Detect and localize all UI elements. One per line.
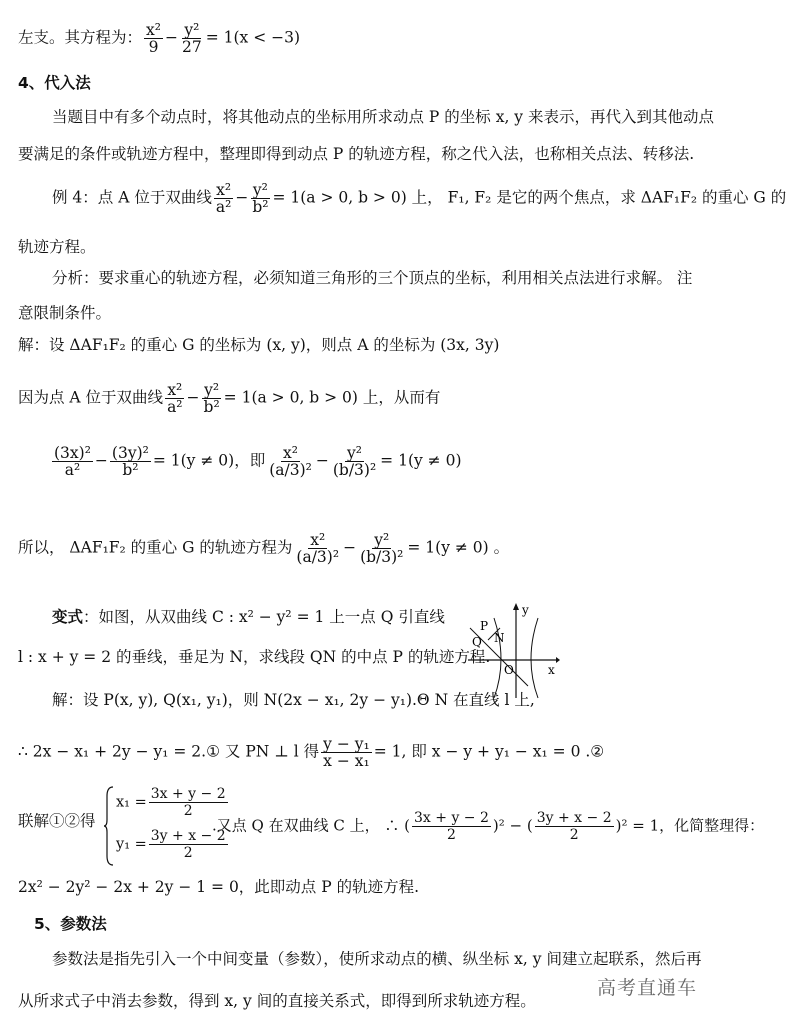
numerator: y − y₁ [323,735,370,753]
denominator: b² [203,398,220,416]
paragraph-line: 轨迹方程。 [18,238,96,256]
watermark-text: 高考直通车 [597,977,698,999]
left-brace [104,786,114,866]
variant-label: 变式 [52,608,84,626]
equation-line: $\frac{\text{(3x)²}}{\text{a²}}$ − $\frac{\text{(3y)²}}{\text{b²}}$ = 1(y ≠ 0)，即 $\frac{\text{x²}}{\text{(a/3)²}}$ − $\frac{\text{y²}}{\text{(b/3)²}}$ = 1(y ≠ 0) [54,444,462,479]
y-axis-arrow [513,603,519,610]
text: )² = 1，化简整理得： [615,816,765,835]
fraction [250,182,270,215]
joint-solution-line [212,810,764,843]
denominator: b² [252,198,269,216]
numerator: y² [204,381,220,399]
numerator: x² [146,21,161,39]
variant-line: l : x + y = 2 的垂线，垂足为 N，求线段 QN 的中点 P 的轨迹方程. [18,648,491,666]
text: = 1(y ≠ 0) [380,451,462,470]
label-q: Q [472,635,482,649]
denominator: (b/3)² [332,461,377,479]
hyperbola-right-branch [531,618,538,698]
text: = 1(x < −3) [205,28,301,47]
text: )² − ( [492,816,533,835]
denominator: 27 [181,38,202,56]
analysis-line: 分析：要求重心的轨迹方程，必须知道三角形的三个顶点的坐标，利用相关点法进行求解。 注 [52,269,693,287]
denominator: 2 [183,803,193,819]
paragraph-line: 当题目中有多个动点时，将其他动点的坐标用所求动点 P 的坐标 x, y 来表示，再代入到其他动点 [52,108,714,126]
denominator: 9 [148,38,159,56]
numerator: (3x)² [54,444,91,462]
text: ：如图，从双曲线 C : x² − y² = 1 上一点 Q 引直线 [83,608,445,626]
numerator: (3y)² [111,444,149,462]
denominator: a² [215,198,232,216]
numerator: y² [347,444,362,462]
denominator: (a/3)² [269,461,312,479]
denominator: b² [122,461,139,479]
numerator: y² [252,181,268,199]
variant-solution-line [18,736,604,769]
numerator: x² [310,531,326,549]
equation-system [104,786,226,866]
text: = 1(a > 0, b > 0) 上， F₁, F₂ 是它的两个焦点，求 ΔAF₁F₂ 的重心 G 的 [272,188,786,207]
denominator: (b/3)² [360,548,404,566]
fraction [214,182,233,215]
text: y₁ = [116,836,147,853]
solution-line: 解：设 ΔAF₁F₂ 的重心 G 的坐标为 (x, y)，则点 A 的坐标为 (3x, 3y) [18,336,500,354]
label-x: x [548,663,555,677]
denominator: 2 [447,827,456,843]
denominator: (a/3)² [296,548,340,566]
numerator: 3x + y − 2 [414,810,489,826]
paragraph-line: 参数法是指先引入一个中间变量（参数），使所求动点的横、纵坐标 x, y 间建立起联系，然后再 [52,950,702,968]
fraction [358,532,405,565]
example-4-line: 例 4：点 A 位于双曲线 $\frac{\text{x²}}{\text{a²}}$ − $\frac{\text{y²}}{\text{b²}}$ = 1(a > 0, b > 0) 上， F₁, F₂ 是它的两个焦点，求 ΔAF₁F₂ 的重心 G 的 [52,181,786,216]
solution-line: 因为点 A 位于双曲线 $\frac{\text{x²}}{\text{a²}}$ − $\frac{\text{y²}}{\text{b²}}$ = 1(a > 0, b > 0) 上，从而有 [18,381,441,416]
fraction [165,382,184,415]
fraction [331,445,378,478]
fraction [294,532,341,565]
fraction [52,445,93,478]
denominator: x − x₁ [323,752,370,770]
x-axis-arrow [556,657,560,663]
label-y: y [522,603,529,617]
text: 因为点 A 位于双曲线 [18,388,164,407]
section-heading-4: 4、代入法 [18,74,91,92]
text: 所以， ΔAF₁F₂ 的重心 G 的轨迹方程为 [18,538,293,557]
fraction [202,382,222,415]
text: .又点 Q 在双曲线 C 上， ∴ ( [212,816,411,835]
denominator: a² [167,398,183,416]
text: = 1, 即 x − y + y₁ − x₁ = 0 .② [373,742,605,761]
numerator: 3y + x − 2 [150,828,226,844]
line-left-branch [18,22,300,55]
numerator: 3x + y − 2 [150,786,226,802]
denominator: 2 [569,827,579,843]
fraction [110,445,151,478]
variant-solution-line: 解：设 P(x, y), Q(x₁, y₁)，则 N(2x − x₁, 2y − y₁).Θ N 在直线 l 上, [52,691,535,709]
operator: − [164,28,178,47]
fraction [412,810,491,843]
numerator: y² [374,531,390,549]
numerator: x² [283,444,298,462]
joint-solution-label: 联解①②得 [18,812,96,830]
text: = 1(y ≠ 0) 。 [407,538,510,557]
label-o: O [504,663,514,677]
numerator: 3y + x − 2 [536,810,612,826]
result-line: 所以， ΔAF₁F₂ 的重心 G 的轨迹方程为 $\frac{\text{x²}}{\text{(a/3)²}}$ − $\frac{\text{y²}}{\text{(b/3)²}}$ = 1(y ≠ 0) 。 [18,531,510,566]
analysis-line: 意限制条件。 [18,304,112,322]
text: x₁ = [116,794,147,811]
fraction [535,810,614,843]
text: = 1(a > 0, b > 0) 上，从而有 [223,388,441,407]
section-heading-5: 5、参数法 [34,915,107,933]
paragraph-line: 从所求式子中消去参数，得到 x, y 间的直接关系式，即得到所求轨迹方程。 [18,992,536,1010]
text: 例 4：点 A 位于双曲线 [52,188,212,207]
numerator: y² [184,21,200,39]
hyperbola-figure [464,600,560,700]
text: 左支。其方程为： [18,28,143,47]
fraction [180,22,204,55]
fraction [267,445,314,478]
fraction [321,736,372,769]
label-p: P [480,619,489,633]
paragraph-line: 要满足的条件或轨迹方程中，整理即得到动点 P 的轨迹方程，称之代入法，也称相关点法、转移法. [18,145,695,163]
numerator: x² [216,181,232,199]
denominator: a² [64,461,81,479]
numerator: x² [167,381,183,399]
final-equation-line: 2x² − 2y² − 2x + 2y − 1 = 0，此即动点 P 的轨迹方程. [18,878,420,896]
denominator: 2 [183,845,193,861]
label-n: N [494,631,505,645]
variant-line [52,606,445,628]
text: = 1(y ≠ 0)，即 [152,451,266,470]
fraction [144,22,163,55]
text: ∴ 2x − x₁ + 2y − y₁ = 2.① 又 PN ⊥ l 得 [18,742,320,761]
